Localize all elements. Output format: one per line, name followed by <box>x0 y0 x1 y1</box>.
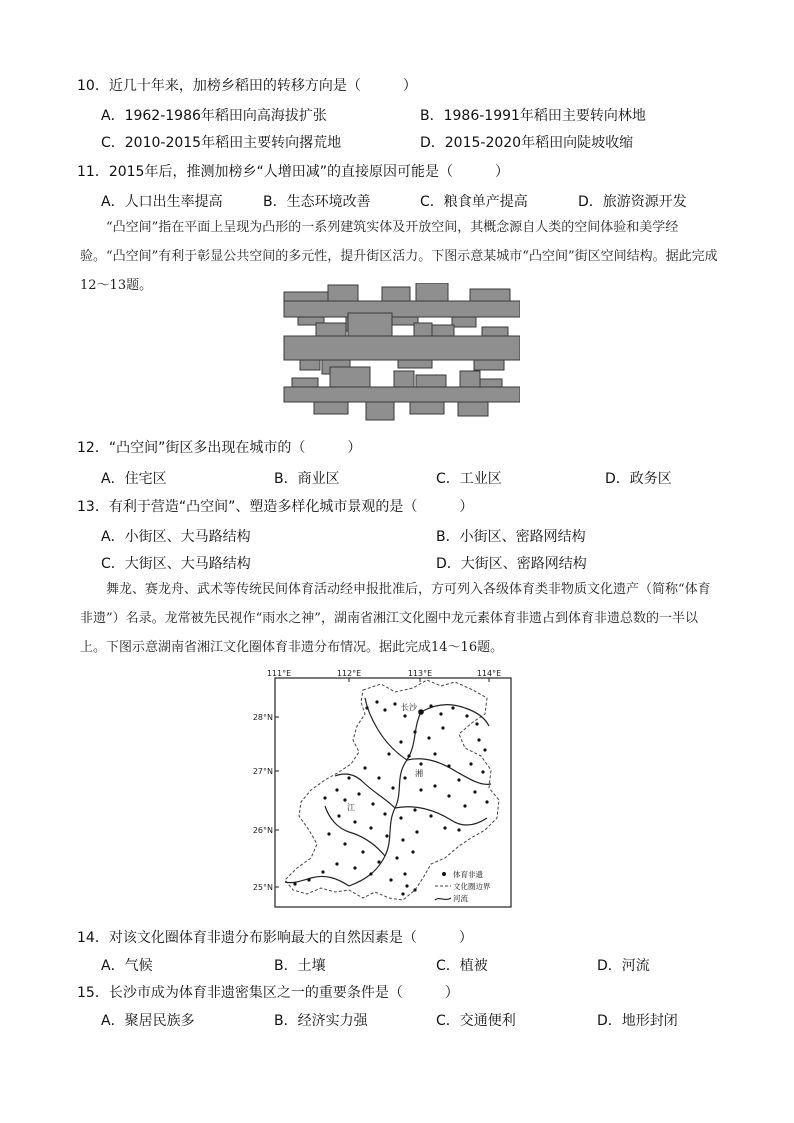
question-14-option-a: A．气候 <box>101 958 153 974</box>
question-12-option-d: D．政务区 <box>605 471 672 487</box>
lat-label-28: 28°N <box>252 713 273 722</box>
legend-heritage: 体育非遗 <box>453 870 483 879</box>
question-12-stem: 12．“凸空间”街区多出现在城市的（ ） <box>77 440 362 456</box>
question-13-option-c: C．大街区、大马路结构 <box>101 556 251 572</box>
passage-sports-heritage-text: 舞龙、赛龙舟、武术等传统民间体育活动经申报批准后，方可列入各级体育类非物质文化遗产（简称“体育非遗”）名录。龙常被先民视作“雨水之神”，湖南省湘江文化圈中龙元素体育非遗占到体育非遗总数的一半以上。下图示意湖南省湘江文化圈体育非遗分布情况。据此完成14～16题。 <box>80 582 711 655</box>
question-13-option-b: B．小街区、密路网结构 <box>436 529 586 545</box>
convex-space-diagram <box>282 283 520 429</box>
question-15-option-a: A．聚居民族多 <box>101 1013 195 1029</box>
question-14-stem: 14．对该文化圈体育非遗分布影响最大的自然因素是（ ） <box>77 930 473 946</box>
question-12-option-c: C．工业区 <box>436 471 502 487</box>
lon-label-112: 112°E <box>336 669 362 678</box>
question-10-option-c: C．2010-2015年稻田主要转向撂荒地 <box>101 135 342 151</box>
question-11-option-c: C．粮食单产提高 <box>420 194 528 210</box>
question-14-option-d: D．河流 <box>597 958 650 974</box>
lon-label-114: 114°E <box>476 669 502 678</box>
question-10-option-b: B．1986-1991年稻田主要转向林地 <box>420 108 646 124</box>
label-xiang: 湘 <box>415 769 423 778</box>
question-15-option-c: C．交通便利 <box>436 1013 516 1029</box>
label-changsha: 长沙 <box>401 703 417 712</box>
passage-convex-space-text: “凸空间”指在平面上呈现为凸形的一系列建筑实体及开放空间，其概念源自人类的空间体验和美学经验。“凸空间”有利于彰显公共空间的多元性，提升街区活力。下图示意某城市“凸空间”街区空间结构。据此完成12～13题。 <box>80 220 718 293</box>
question-14-option-c: C．植被 <box>436 958 488 974</box>
question-14-option-b: B．土壤 <box>274 958 326 974</box>
lon-label-111: 111°E <box>266 669 292 678</box>
question-10-option-d: D．2015-2020年稻田向陡坡收缩 <box>420 135 634 151</box>
lat-label-26: 26°N <box>252 826 273 835</box>
xiangjiang-culture-circle-map <box>245 668 515 912</box>
question-11-option-b: B．生态环境改善 <box>263 194 371 210</box>
question-11-option-d: D．旅游资源开发 <box>578 194 687 210</box>
question-13-option-a: A．小街区、大马路结构 <box>101 529 251 545</box>
question-12-option-a: A．住宅区 <box>101 471 167 487</box>
passage-sports-heritage <box>80 575 720 662</box>
legend-boundary: 文化圈边界 <box>453 882 491 891</box>
question-10-stem: 10．近几十年来，加榜乡稻田的转移方向是（ ） <box>77 78 417 94</box>
question-13-option-d: D．大街区、密路网结构 <box>436 556 587 572</box>
question-15-option-b: B．经济实力强 <box>274 1013 368 1029</box>
lon-label-113: 113°E <box>407 669 433 678</box>
question-10-option-a: A．1962-1986年稻田向高海拔扩张 <box>101 108 327 124</box>
question-13-stem: 13．有利于营造“凸空间”、塑造多样化城市景观的是（ ） <box>77 499 474 515</box>
label-jiang: 江 <box>347 803 355 812</box>
question-15-stem: 15．长沙市成为体育非遗密集区之一的重要条件是（ ） <box>77 985 459 1001</box>
question-12-option-b: B．商业区 <box>274 471 340 487</box>
legend-river: 河流 <box>453 894 468 903</box>
lat-label-25: 25°N <box>252 883 273 892</box>
question-11-stem: 11．2015年后，推测加榜乡“人增田减”的直接原因可能是（ ） <box>77 164 509 180</box>
question-11-option-a: A．人口出生率提高 <box>101 194 223 210</box>
lat-label-27: 27°N <box>252 767 273 776</box>
question-15-option-d: D．地形封闭 <box>597 1013 678 1029</box>
